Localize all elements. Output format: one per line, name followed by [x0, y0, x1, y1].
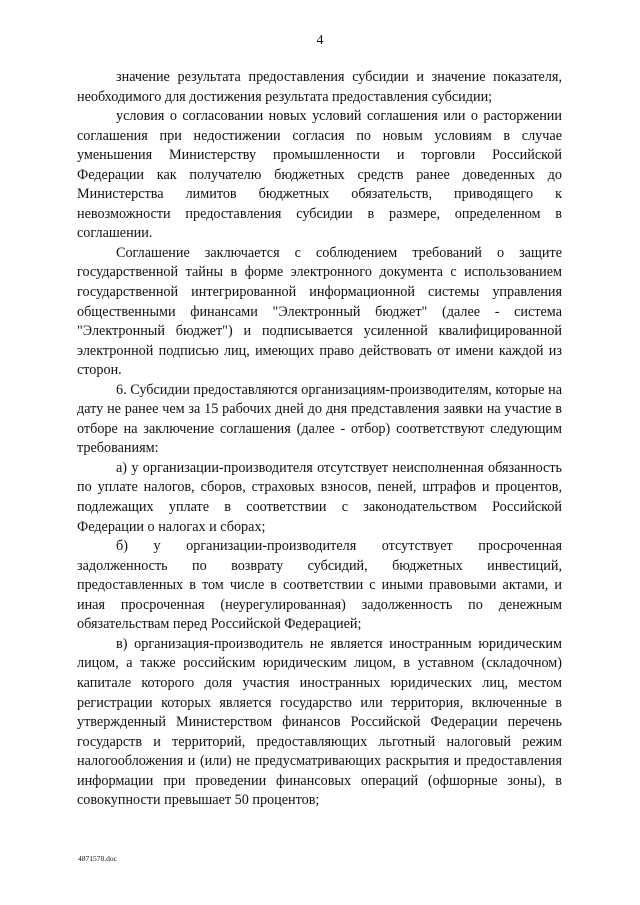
paragraph-agreement-conclusion: Соглашение заключается с соблюдением требований о защите государственной тайны в форме электронного документа с использованием государственной интегрированной информационной системы управления общественными финансами "Электронный бюджет" (далее - система "Электронный бюджет") и подписывается усиленной квалифицированной электронной подписью лиц, имеющих право действовать от имени каждой из сторон.	[77, 244, 562, 379]
footer-filename: 4871578.doc	[78, 854, 117, 863]
paragraph-agreement-conditions: условия о согласовании новых условий соглашения или о расторжении соглашения при недостижении согласия по новым условиям в случае уменьшения Министерству промышленности и торговли Российской Федерации как получателю бюджетных средств ранее доведенных до Министерства лимитов бюджетных обязательств, приводящего к невозможности предоставления субсидии в размере, определенном в соглашении.	[77, 108, 562, 242]
paragraph-item-6: 6. Субсидии предоставляются организациям-производителям, которые на дату не ранее чем за 15 рабочих дней до дня представления заявки на участие в отборе на заключение соглашения (далее - отбор) соответствуют следующим требованиям:	[77, 381, 562, 457]
paragraph-item-6b: б) у организации-производителя отсутствует просроченная задолженность по возврату субсидий, бюджетных инвестиций, предоставленных в том числе в соответствии с иными правовыми актами, и иная просроченная (неурегулированная) задолженность по денежным обязательствам перед Российской Федерацией;	[77, 538, 562, 633]
paragraph-item-6v: в) организация-производитель не является иностранным юридическим лицом, а также российским юридическим лицом, в уставном (складочном) капитале которого доля участия иностранных юридических лиц, местом регистрации которых является государство или территория, включенные в утвержденный Министерством финансов Российской Федерации перечень государств и территорий, предоставляющих льготный налоговый режим налогообложения и (или) не предусматривающих раскрытия и предоставления информации при проведении финансовых операций (офшорные зоны), в совокупности превышает 50 процентов;	[77, 635, 562, 809]
paragraph-result-value: значение результата предоставления субсидии и значение показателя, необходимого для достижения результата предоставления субсидии;	[77, 69, 562, 105]
document-body	[77, 68, 562, 811]
paragraph-item-6a: а) у организации-производителя отсутствует неисполненная обязанность по уплате налогов, сборов, страховых взносов, пеней, штрафов и процентов, подлежащих уплате в соответствии с законодательством Российской Федерации о налогах и сборах;	[77, 459, 562, 535]
page-number: 4	[316, 33, 324, 48]
